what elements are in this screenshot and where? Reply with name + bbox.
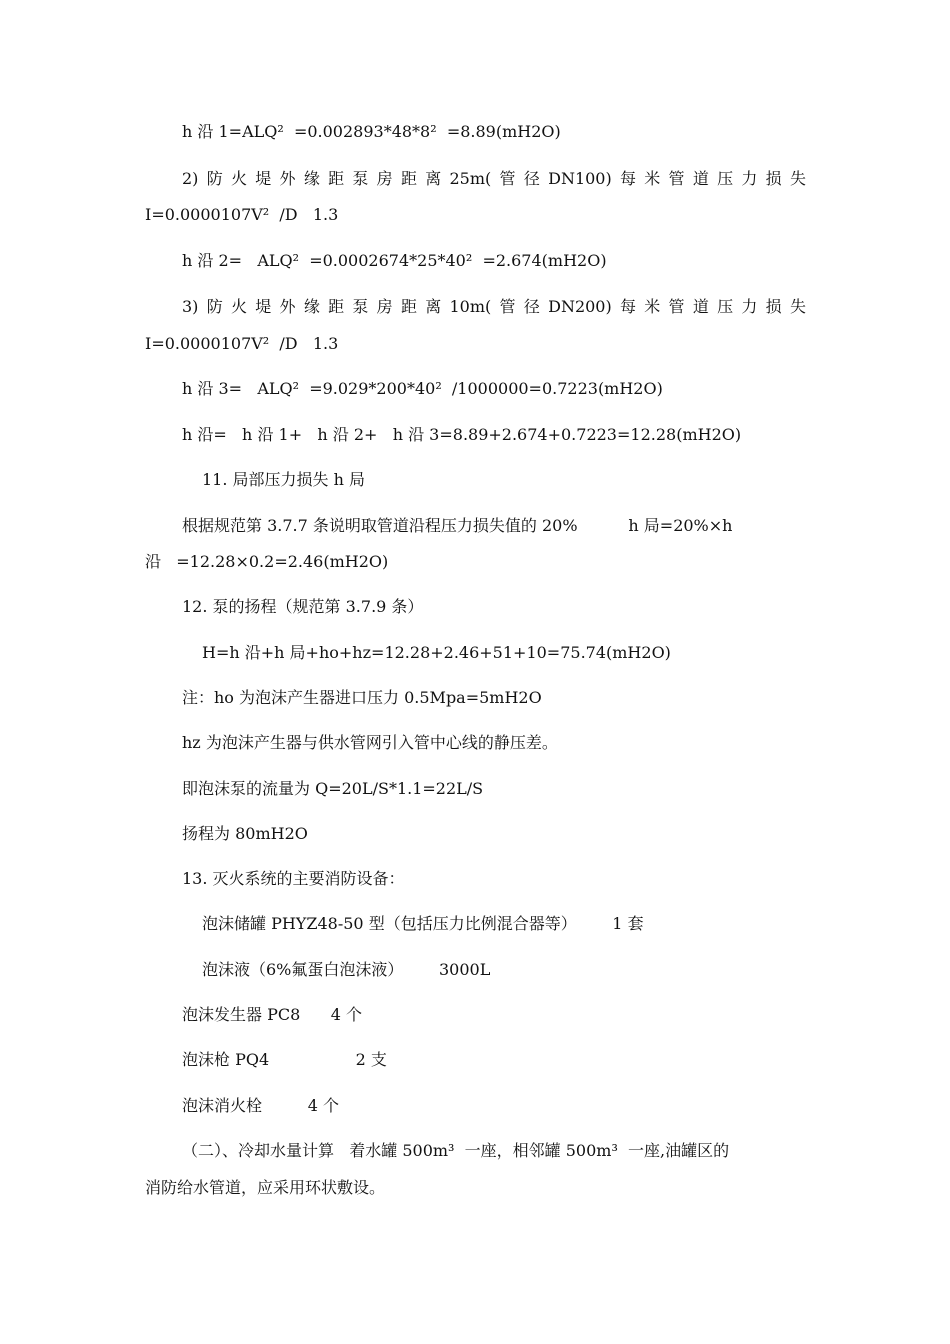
word: 径 — [523, 169, 540, 188]
item-3-line-2: I=0.0000107V² /D 1.3 — [145, 334, 339, 353]
word: 3) — [182, 297, 199, 316]
word: 火 — [230, 297, 247, 316]
word: 房 — [376, 297, 393, 316]
item-3-line-1 — [182, 297, 806, 317]
word: 每 — [619, 297, 636, 316]
equipment-foam-hydrant: 泡沫消火栓 4 个 — [182, 1096, 340, 1115]
section-13-heading: 13. 灭火系统的主要消防设备： — [182, 869, 405, 888]
word: 距 — [328, 169, 345, 188]
section-12-heading: 12. 泵的扬程（规范第 3.7.9 条） — [182, 597, 424, 616]
note-hz: hz 为泡沫产生器与供水管网引入管中心线的静压差。 — [182, 733, 558, 752]
word: 外 — [279, 169, 296, 188]
word: 离 — [425, 297, 442, 316]
word: 离 — [425, 169, 442, 188]
local-loss-line-1: 根据规范第 3.7.7 条说明取管道沿程压力损失值的 20% h 局=20%×h — [182, 516, 733, 535]
word: 失 — [789, 169, 806, 188]
note-ho: 注：ho 为泡沫产生器进口压力 0.5Mpa=5mH2O — [182, 688, 542, 707]
word: 道 — [692, 169, 709, 188]
word: 径 — [523, 297, 540, 316]
item-2-line-1 — [182, 169, 806, 189]
formula-h-along-2: h 沿 2= ALQ² =0.0002674*25*40² =2.674(mH2O) — [182, 251, 607, 270]
word: DN200) — [548, 297, 612, 316]
word: 道 — [692, 297, 709, 316]
word: 压 — [717, 297, 734, 316]
word: 失 — [789, 297, 806, 316]
equipment-foam-liquid: 泡沫液（6%氟蛋白泡沫液） 3000L — [202, 960, 491, 979]
word: 外 — [279, 297, 296, 316]
pump-head: 扬程为 80mH2O — [182, 824, 308, 843]
word: 管 — [499, 169, 516, 188]
formula-h-along-3: h 沿 3= ALQ² =9.029*200*40² /1000000=0.7223(mH2O) — [182, 379, 663, 398]
word: 力 — [741, 297, 758, 316]
word: 10m( — [449, 297, 492, 316]
cooling-water-line-1: （二）、冷却水量计算 着水罐 500m³ 一座，相邻罐 500m³ 一座,油罐区的 — [182, 1141, 730, 1160]
equipment-foam-generator: 泡沫发生器 PC8 4 个 — [182, 1005, 363, 1024]
equipment-foam-gun: 泡沫枪 PQ4 2 支 — [182, 1050, 387, 1069]
word: 堤 — [255, 297, 272, 316]
pump-head-formula: H=h 沿+h 局+ho+hz=12.28+2.46+51+10=75.74(mH2O) — [202, 643, 671, 662]
word: 损 — [765, 169, 782, 188]
word: 损 — [765, 297, 782, 316]
formula-h-along-1: h 沿 1=ALQ² =0.002893*48*8² =8.89(mH2O) — [182, 122, 561, 141]
local-loss-line-2: 沿 =12.28×0.2=2.46(mH2O) — [145, 552, 389, 571]
word: 2) — [182, 169, 199, 188]
word: 每 — [619, 169, 636, 188]
word: 防 — [206, 297, 223, 316]
word: 距 — [400, 169, 417, 188]
word: 米 — [644, 297, 661, 316]
word: 防 — [206, 169, 223, 188]
word: 距 — [328, 297, 345, 316]
word: 管 — [668, 169, 685, 188]
item-2-line-2: I=0.0000107V² /D 1.3 — [145, 205, 339, 224]
equipment-foam-tank: 泡沫储罐 PHYZ48-50 型（包括压力比例混合器等） 1 套 — [202, 914, 644, 933]
word: 管 — [499, 297, 516, 316]
word: 力 — [741, 169, 758, 188]
pump-flow: 即泡沫泵的流量为 Q=20L/S*1.1=22L/S — [182, 779, 484, 798]
word: 泵 — [352, 297, 369, 316]
word: DN100) — [548, 169, 612, 188]
word: 25m( — [449, 169, 492, 188]
word: 米 — [644, 169, 661, 188]
word: 压 — [717, 169, 734, 188]
word: 管 — [668, 297, 685, 316]
word: 堤 — [255, 169, 272, 188]
word: 房 — [376, 169, 393, 188]
word: 泵 — [352, 169, 369, 188]
word: 缘 — [303, 297, 320, 316]
word: 距 — [400, 297, 417, 316]
section-11-heading: 11. 局部压力损失 h 局 — [202, 470, 366, 489]
word: 缘 — [303, 169, 320, 188]
cooling-water-line-2: 消防给水管道，应采用环状敷设。 — [145, 1178, 386, 1197]
formula-h-along-total: h 沿= h 沿 1+ h 沿 2+ h 沿 3=8.89+2.674+0.7223=12.28(mH2O) — [182, 425, 742, 444]
word: 火 — [230, 169, 247, 188]
